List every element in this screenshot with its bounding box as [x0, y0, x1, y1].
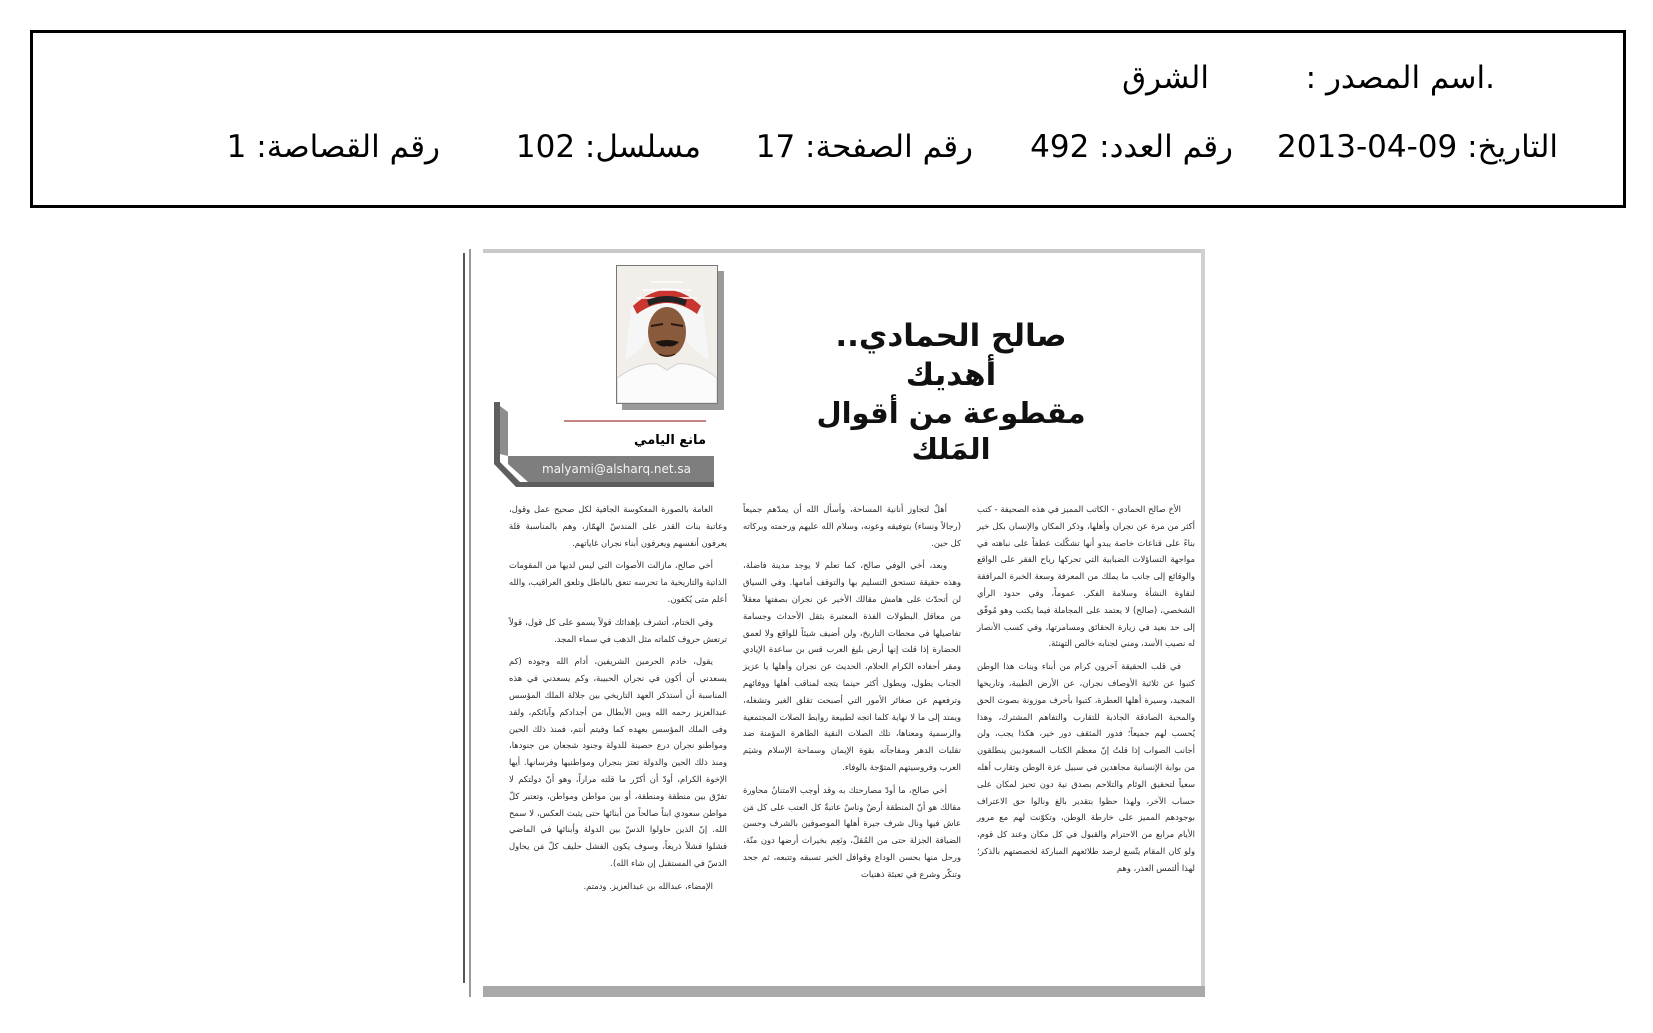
paragraph: العامة بالصورة المعكوسة الجافية لكل صحيح عمل وقول، وعاتبة بنات القدر على المندسّ الهمّاز، وهم بالمناسبة قلة يعرفون أنفسهم ويعرفون أبناء نجران غاياتهم. — [509, 504, 727, 548]
newspaper-clipping — [469, 249, 1205, 997]
headline-line-2: مقطوعة من أقوال المَلك — [816, 395, 1086, 466]
clipping-number: رقم القصاصة: 1 — [226, 129, 440, 165]
paragraph: الأخ صالح الحمادي - الكاتب المميز في هذه الصحيفة - كتب أكثر من مرة عن نجران وأهلها، وذكر المكان والإنسان بكل خير بناءً على قناعات خاصة يبدو أنها تشكّلت عطفاً على نباهته في مواجهة التساؤلات الضبابية التي تحركها رياح الفقر على الواقع والوقائع إلى جانب ما يملك من المعرفة وسعة الخبرة المرافقة لنقاوة النشأة وسلامة الفكر. عموماً، وفي حدود الرأي الشخصي، (صالح) لا يعتمد على المجاملة فيما يكتب وهو مُوفّق إلى حد بعيد في زيارة الحقائق ومسامرتها، وفي كسب الأنصار له نصيب الأسد، ومني لجنابه خالص التهنئة. — [977, 504, 1195, 649]
date-field: التاريخ: 09-04-2013 — [1277, 129, 1558, 165]
author-photo — [616, 265, 718, 404]
author-portrait-image — [617, 266, 717, 403]
paragraph: في قلب الحقيقة آخرون كرام من أبناء وبنات هذا الوطن كتبوا عن ثلاثية الأوصاف نجران، عن الأرض الطيبة، وتاريخها المجيد، وسيرة أهلها العطرة، كتبوا بأحرف موزونة بصوت الحق والمحبة الصادقة الجاذبة للتقارب والتفاهم المشترك، وهذا يُحسب لهم جميعاً؛ فدور المثقف دور خير، هكذا يجب، ولن أجانب الصواب إذا قلتُ إنّ معظم الكتاب السعوديين ينطلقون من بوابة الإنسانية مجاهدين في سبيل عزة الوطن وتقارب أهله سعياً لتحقيق الوئام والتلاحم بصدق نية دون تحيز لمكان على حساب الآخر، ولهذا حظوا بتقدير بالغ ونالوا حق الاعتراف بوجودهم المميز على خارطة الوطن، وتكوّنت لهم مع مرور الأيام مرابع من الاحترام والقبول في كل مكان وعند كل قوم، ولو كان المقام يتّسع لرصد طلائعهم المباركة لخصصتهم بالذكر؛ لهذا ألتمس العذر، وهم — [977, 661, 1195, 873]
paragraph: أخي صالح، ما أودّ مصارحتك به وقد أوجب الامتنانُ محاورة مقالك هو أنّ المنطقة أرضٌ وناسٌ عاتبةٌ كل العتب على كل مَن عاش فيها ونال شرف جيرة أهلها الموصوفين بالشرف وحسن الضيافة الجزلة حتى من المُقلّ، ونَعِم بخيرات أرضها دون منّة، ورحل منها بحسن الوداع وقوافل الخير تسبقه وتتبعه، ثم جحد وتنكّر وشرع في تعبئة ذهنيات — [743, 784, 961, 879]
article-column-right — [977, 501, 1195, 883]
source-value: الشرق — [1122, 60, 1209, 96]
author-name: مانع اليامي — [634, 433, 706, 448]
source-label: .اسم المصدر : — [1305, 60, 1495, 96]
paragraph: وفي الختام، أتشرف بإهدائك قولاً يسمو على كل قول، قولاً ترتعش حروف كلماته مثل الذهب في سماء المجد. — [509, 616, 727, 644]
paragraph: أهلٌ لتجاوز أنانية المساحة، وأسأل الله أن يمدّهم جميعاً (رجالاً ونساء) بتوفيقه وعونه، وسلام الله عليهم ورحمته وبركاته كل حين. — [743, 504, 961, 548]
article-headline — [801, 317, 1101, 467]
clipping-bottom-bar — [483, 986, 1205, 997]
clipping-top-border — [483, 249, 1201, 253]
serial-number: مسلسل: 102 — [515, 129, 701, 165]
issue-number: رقم العدد: 492 — [1030, 129, 1233, 165]
article-column-left — [509, 501, 727, 901]
clipping-right-shadow — [1201, 249, 1205, 997]
paragraph: أخي صالح، مازالت الأصوات التي ليس لديها من المقومات الذاتية والتاريخية ما تحرسه تنعق بالباطل وتلعق العراقيب، والله أعلم متى يُكفون. — [509, 560, 727, 604]
page-number: رقم الصفحة: 17 — [755, 129, 973, 165]
author-byline — [494, 402, 714, 487]
author-email: malyami@alsharq.net.sa — [542, 462, 692, 476]
source-info-box — [30, 30, 1626, 208]
paragraph: يقول، خادم الحرمين الشريفين، أدام الله وجوده (كم يسعدني أن أكون في نجران الحبيبة، وكم يسعدني في هذه المناسبة أن أستذكر العهد التاريخي بين جلالة الملك المؤسس عبدالعزيز رحمه الله وبين الأبطال من أجدادكم وآبائكم، ولقد وفى الملك المؤسس بعهده كما وفيتم أنتم، فمنذ ذلك الحين ومواطنو نجران درع حصينة للدولة وجنود شجعان من جنودها، ومنذ ذلك الحين والدولة تعتز بنجران ومواطنيها وفرسانها. أيها الإخوة الكرام، أودّ أن أكرّر ما قلته مراراً، وهو أنّ دولتكم لا تفرّق بين منطقة ومنطقة، أو بين مواطن ومواطن، وتعتبر كلّ مواطن سعودي ابناً صالحاً من أبنائها حتى يثبت العكس، لا سمح الله. إنّ الذين حاولوا الدسّ بين الدولة وأبنائها في الماضي فشلوا فشلاً ذريعاً، وسوف يكون الفشل حليف كلّ مَن يحاول الدسّ في المستقبل إن شاء الله). — [509, 656, 727, 868]
paragraph: الإمضاء، عبدالله بن عبدالعزيز. ودمتم. — [583, 880, 713, 891]
paragraph: وبعد، أخي الوفي صالح، كما تعلم لا يوجد مدينة فاضلة، وهذه حقيقة تستحق التسليم بها والتوقف أمامها. وفي السياق لن أتحدّث على هامش مقالك الأخير عن نجران بصفتها معقلاً من معاقل البطولات الفذة المعتبرة بثقل الأحداث وجسامة تفاصيلها في محطات التاريخ، ولن أضيف شيئاً للواقع ولا لعمق الحضارة إذا قلت إنها أرض بليغ العرب قس بن ساعدة الإيادي ومقر أحفاده الكرام الحلام، الحديث عن نجران وأهلها يا عزيز الجناب يطول، ويطول أكثر حينما يتجه لمناقب أهلها ووفائهم وترفعهم عن صغائر الأمور التي أصبحت تقلق الغير وتشغله، ويمتد إلى ما لا نهاية كلما اتجه لطبيعة روابط الصلات المجتمعية والرسمية ومعناها، تلك الصلات النقية الطاهرة المؤمنة ضد تقلبات الدهر ومفاجآته بقوة الإيمان وسماحة الإسلام وشيَم العرب وفروسيتهم المتوّجة بالوفاء. — [743, 560, 961, 772]
headline-line-1: صالح الحمادي.. أهديك — [835, 318, 1067, 393]
article-column-middle — [743, 501, 961, 889]
clipping-left-rule — [463, 253, 465, 983]
